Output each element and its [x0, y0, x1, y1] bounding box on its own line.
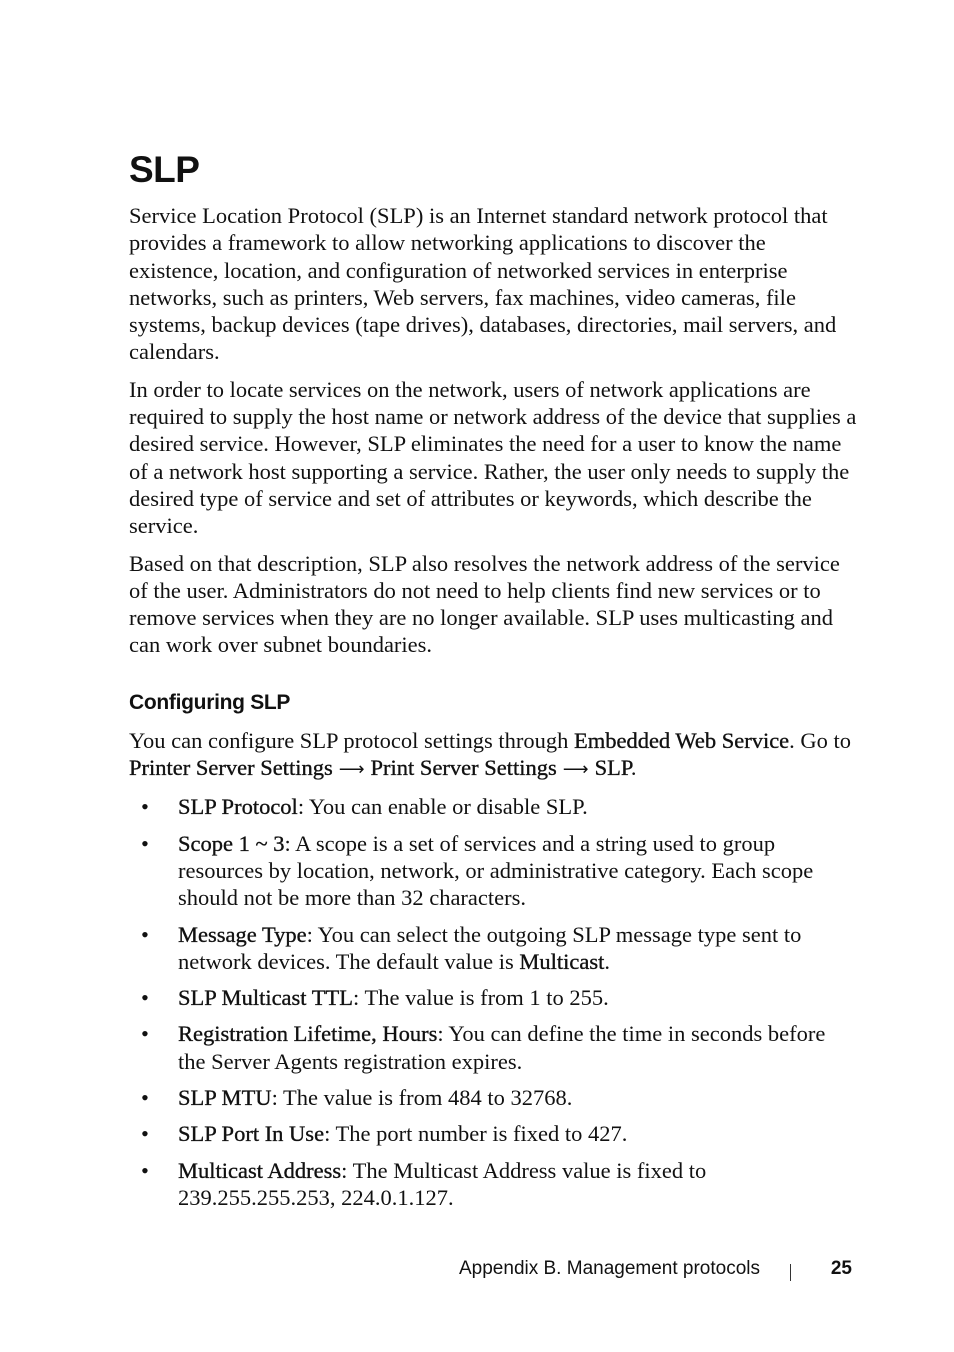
page-content — [129, 148, 857, 1220]
item-term: Message Type — [178, 921, 307, 947]
configure-paragraph — [129, 727, 857, 784]
configure-text-3: . — [630, 755, 637, 781]
item-term: Registration Lifetime, Hours — [178, 1021, 438, 1047]
intro-paragraph-3: Based on that description, SLP also resolves the network address of the service of the user. Administrators do not need to help clients find new services or to remove services when they are no longer available. SLP uses multicasting and can work over subnet boundaries. — [129, 550, 840, 658]
item-term: Scope 1 ~ 3 — [178, 830, 285, 856]
list-item — [129, 793, 857, 820]
bullet-icon: • — [141, 1121, 149, 1147]
footer-divider — [790, 1264, 791, 1281]
item-term: SLP Protocol — [178, 794, 298, 820]
menu-path-printer-server-settings: Printer Server Settings — [129, 755, 333, 781]
arrow-right-icon: ⟶ — [338, 759, 365, 781]
list-item — [129, 830, 857, 912]
bullet-icon: • — [141, 830, 149, 856]
configure-text-2: . Go to — [789, 727, 852, 753]
bullet-icon: • — [141, 1021, 149, 1047]
item-text: : You can define the time in seconds before the Server Agents registration expires. — [178, 1021, 826, 1074]
item-text-end: . — [604, 948, 610, 974]
menu-path-slp: SLP — [594, 755, 631, 781]
intro-paragraph-2: In order to locate services on the network, users of network applications are required to supply the host name or network address of the device that supplies a desired service. However, SLP eliminates the need for a user to know the name of a network host supporting a service. Rather, the user only needs to supply the desired type of service and set of attributes or keywords, which describe the service. — [129, 376, 857, 539]
bullet-icon: • — [141, 1085, 149, 1111]
bullet-icon: • — [141, 794, 149, 820]
intro-paragraph-1: Service Location Protocol (SLP) is an Internet standard network protocol that provides a framework to allow networking applications to discover the existence, location, and configuration of networked services in enterprise networks, such as printers, Web servers, fax machines, video cameras, file systems, backup devices (tape drives), databases, directories, mail servers, and calendars. — [129, 203, 837, 365]
list-item — [129, 1020, 857, 1075]
bullet-icon: • — [141, 1157, 149, 1183]
item-text: : The value is from 484 to 32768. — [271, 1085, 573, 1111]
ews-term: Embedded Web Service — [573, 727, 790, 753]
list-item — [129, 1084, 857, 1111]
list-item — [129, 1157, 857, 1212]
item-text: : The Multicast Address value is fixed to 239.255.255.253, 224.0.1.127. — [178, 1157, 707, 1210]
item-text: : The port number is fixed to 427. — [324, 1121, 628, 1147]
list-item — [129, 1120, 857, 1147]
arrow-right-icon: ⟶ — [562, 759, 589, 781]
item-text: : A scope is a set of services and a string used to group resources by location, network, or administrative category. Each scope should not be more than 32 characters. — [178, 830, 814, 911]
item-term: SLP MTU — [178, 1085, 272, 1111]
item-term: Multicast Address — [178, 1157, 342, 1183]
subsection-title: Configuring SLP — [129, 690, 291, 714]
page-footer — [459, 1255, 854, 1285]
item-term: SLP Multicast TTL — [178, 985, 354, 1011]
bullet-icon: • — [141, 921, 149, 947]
bullet-icon: • — [141, 985, 149, 1011]
list-item — [129, 921, 857, 976]
item-term: SLP Port In Use — [178, 1121, 325, 1147]
item-term-default: Multicast — [519, 948, 605, 974]
list-item — [129, 984, 857, 1011]
configure-text-1: You can configure SLP protocol settings through — [129, 727, 574, 753]
menu-path-print-server-settings: Print Server Settings — [370, 755, 557, 781]
page-number: 25 — [830, 1258, 852, 1279]
item-text: : The value is from 1 to 255. — [353, 985, 609, 1011]
footer-chapter: Appendix B. Management protocols — [459, 1258, 761, 1279]
item-text: : You can select the outgoing SLP message type sent to network devices. The default value is — [178, 921, 802, 974]
item-text: : You can enable or disable SLP. — [297, 794, 588, 820]
section-title: SLP — [129, 149, 200, 190]
settings-list — [129, 793, 857, 1211]
